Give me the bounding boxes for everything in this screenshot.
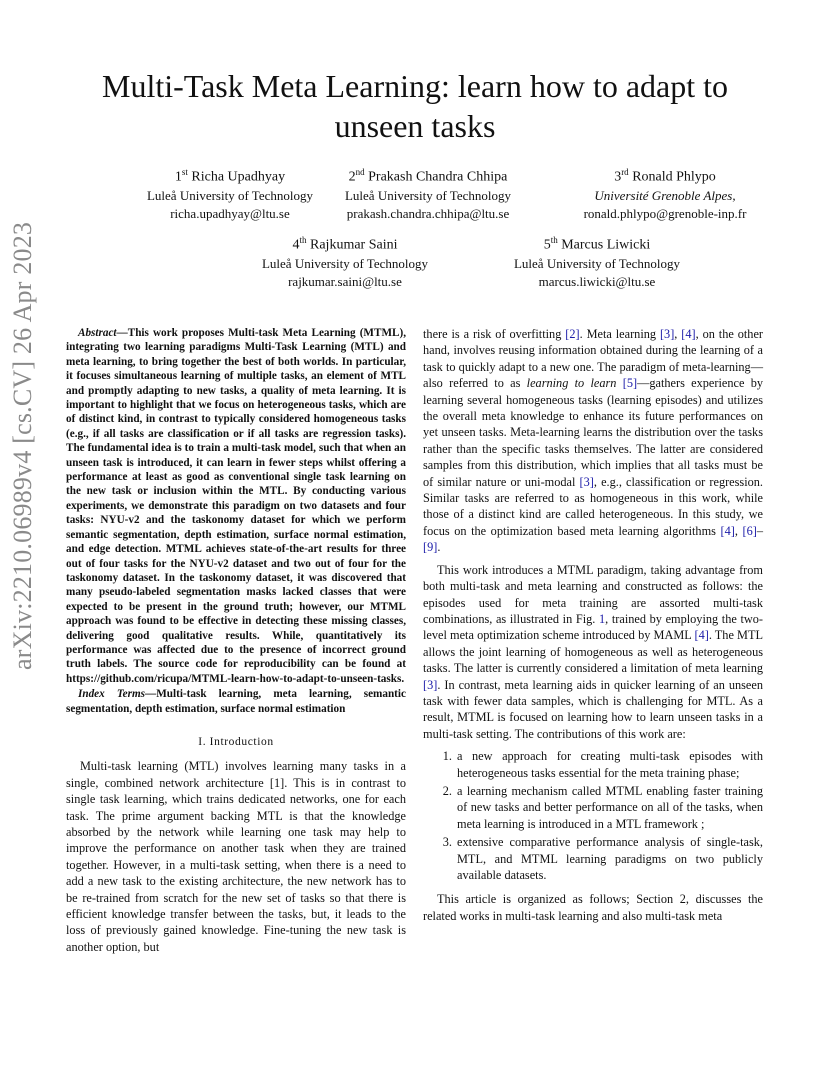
index-terms-label: Index Terms xyxy=(78,688,146,701)
author-ordinal: 2 xyxy=(348,169,356,185)
text-run: This work introduces a MTML paradigm, taking advantage from both multi-task and meta learning and constructed as follows: the episodes used for meta training are assorted multi-task combinations, as illustrated in Fig. xyxy=(423,562,763,626)
citation-link[interactable]: [2] xyxy=(565,327,580,341)
index-terms xyxy=(66,687,406,716)
author-ordinal-suffix: nd xyxy=(355,167,365,177)
author-ordinal: 1 xyxy=(174,169,182,185)
abstract-label: Abstract xyxy=(78,327,117,339)
text-run: . Meta learning xyxy=(579,327,660,341)
author-name: Prakash Chandra Chhipa xyxy=(368,169,508,185)
abstract-text: —This work proposes Multi-task Meta Learning (MTML), integrating two learning paradigms Multi-Task Learning (MTL) and meta learning, to bring together the best of both worlds. In particular, it focuses simultaneous learning of multiple tasks, an element of MTL and promptly adapting to new tasks, a quality of meta learning. It is important to highlight that we focus on heterogeneous tasks, which are of distinct kind, in contrast to typically considered homogeneous tasks (e.g., if all tasks are classification or if all tasks are regression tasks). The fundamental idea is to train a multi-task model, such that when an unseen task is introduced, it can learn in fewer steps whilst offering a performance at least as good as conventional single task learning on the new task or inclusion within the MTL. By conducting various experiments, we demonstrate this paradigm on two datasets and four tasks: NYU-v2 and the taskonomy dataset for which we perform semantic segmentation, depth estimation, surface normal estimation, and edge detection. MTML achieves state-of-the-art results for three out of four tasks for the NYU-v2 dataset and two out of four for the taskonomy dataset. In the taskonomy dataset, it was discovered that many pseudo-labeled segmentation masks lacked classes that were expected to be present in the ground truth; however, our MTML approach was found to be effective in detecting these missing classes, delivering good qualitative results. While, quantitatively its performance was affected due to the presence of incorrect ground truth labels. The source code for reproducibility can be found at https://github.com/ricupa/MTML-learn-how-to-adapt-to-unseen-tasks. xyxy=(66,327,406,685)
text-run: , e.g., classification or regression. Similar tasks are referred to as homogeneous in this work, while those of a distinct kind are called heterogeneous. In this study, we focus on the optimization based meta learning algorithms xyxy=(423,474,764,538)
author-email: rajkumar.saini@ltu.se xyxy=(288,273,402,289)
paper-title: Multi-Task Meta Learning: learn how to adapt to unseen tasks xyxy=(101,68,729,144)
intro-paragraph-4: This article is organized as follows; Section 2, discusses the related works in multi-task learning and also multi-task meta xyxy=(423,892,763,923)
index-terms-text: —Multi-task learning, meta learning, semantic segmentation, depth estimation, surface normal estimation xyxy=(66,688,406,715)
contributions-list xyxy=(423,748,763,883)
author-name: Ronald Phlypo xyxy=(632,169,716,185)
author-3 xyxy=(560,163,770,223)
author-affiliation: Luleå University of Technology xyxy=(513,255,680,271)
author-affiliation: Luleå University of Technology xyxy=(344,187,511,203)
author-email: richa.upadhyay@ltu.se xyxy=(170,205,290,221)
author-name: Richa Upadhyay xyxy=(191,169,286,185)
intro-paragraph-3 xyxy=(423,562,763,742)
intro-paragraph-1: Multi-task learning (MTL) involves learning many tasks in a single, combined network architecture [1]. This is in contrast to single task learning, which trains dedicated networks, one for each task. The prime argument backing MTL is that the knowledge absorbed by the network while learning one task may help to improve the performance on another task when they are trained together. However, in a multi-task setting, when there is a need to add a new task to the existing architecture, the new network has to be re-trained from scratch for the new set of tasks so that there is efficient knowledge transfer between the tasks, but, it leads to the loss of previously gained knowledge. Fine-tuning the new task is another option, but xyxy=(66,759,406,954)
text-run: . In contrast, meta learning aids in quicker learning of an unseen task with fewer data samples, which is challenging for MTL. As a result, MTML is focused on learning how to learn unseen tasks in a multi-task setting. The contributions of this work are: xyxy=(423,677,763,741)
list-item: 3. extensive comparative performance analysis of single-task, MTL, and MTML learning paradigms on two publicly available datasets. xyxy=(455,834,763,883)
author-name: Rajkumar Saini xyxy=(310,237,398,253)
author-5 xyxy=(497,231,697,291)
citation-link[interactable]: [3] xyxy=(423,677,438,692)
author-4 xyxy=(245,231,445,291)
left-column xyxy=(66,326,406,955)
author-ordinal: 3 xyxy=(614,169,622,185)
author-email: marcus.liwicki@ltu.se xyxy=(538,273,656,289)
text-run: – xyxy=(756,523,763,538)
figure-link[interactable]: 1 xyxy=(598,611,606,626)
citation-link[interactable]: [9] xyxy=(423,540,438,555)
author-ordinal-suffix: st xyxy=(181,167,188,177)
citation-link[interactable]: [4] xyxy=(694,628,709,643)
text-run: —gathers experience by learning several homogeneous tasks (learning episodes) and utilizes the overall meta knowledge to enhance its future performances on yet unseen tasks. Meta-learning learns the distribution over the tasks rather than the specific tasks themselves. The latter are considered samples from this distribution, which implies that all tasks must be of similar nature or uni-modal xyxy=(423,376,764,489)
text-run: there is a risk of overfitting xyxy=(423,327,566,341)
author-email: prakash.chandra.chhipa@ltu.se xyxy=(346,205,510,221)
citation-link[interactable]: [4] xyxy=(681,327,696,341)
author-ordinal-suffix: th xyxy=(550,235,558,245)
intro-paragraph-2 xyxy=(423,326,763,556)
text-run: . The MTL allows the joint learning of homogeneous as well as heterogeneous tasks. The latter is currently considered a limitation of meta learning xyxy=(423,628,764,676)
citation-link[interactable]: [4] xyxy=(720,523,735,538)
list-item: 2. a learning mechanism called MTML enabling faster training of new tasks and better performance on all of the tasks, when meta learning is introduced in a MTL framework ; xyxy=(455,783,763,832)
author-ordinal: 4 xyxy=(292,237,300,253)
author-ordinal: 5 xyxy=(543,237,551,253)
abstract xyxy=(66,326,406,686)
emphasis-text: learning to learn xyxy=(526,376,617,391)
author-affiliation: Luleå University of Technology xyxy=(146,187,313,203)
author-affiliation: Luleå University of Technology xyxy=(261,255,428,271)
arxiv-identifier: arXiv:2210.06989v4 [cs.CV] 26 Apr 2023 xyxy=(8,221,37,670)
text-run: , xyxy=(674,327,682,341)
right-column xyxy=(423,326,763,924)
author-1 xyxy=(130,163,330,223)
author-affiliation: Université Grenoble Alpes, xyxy=(594,187,736,203)
author-name: Marcus Liwicki xyxy=(561,237,651,253)
author-email: ronald.phlypo@grenoble-inp.fr xyxy=(583,205,747,221)
text-run: , on the other hand, involves reusing information obtained during the learning of a task to quickly adapt to a new one. The paradigm of meta-learning—also referred to as xyxy=(423,327,763,391)
list-item: 1. a new approach for creating multi-task episodes with heterogeneous tasks essential for the meta training phase; xyxy=(455,748,763,781)
section-heading-introduction: I. Introduction xyxy=(198,735,274,748)
citation-link[interactable]: [3] xyxy=(579,474,594,489)
text-run: . xyxy=(437,540,441,555)
text-run: , xyxy=(734,523,743,538)
citation-link[interactable]: [6] xyxy=(742,523,757,538)
citation-link[interactable]: [3] xyxy=(659,327,675,341)
author-2 xyxy=(318,163,538,223)
author-ordinal-suffix: rd xyxy=(621,167,629,177)
author-ordinal-suffix: th xyxy=(299,235,307,245)
text-run: , trained by employing the two-level meta optimization scheme introduced by MAML xyxy=(423,611,763,643)
citation-link[interactable]: [5] xyxy=(622,376,638,391)
